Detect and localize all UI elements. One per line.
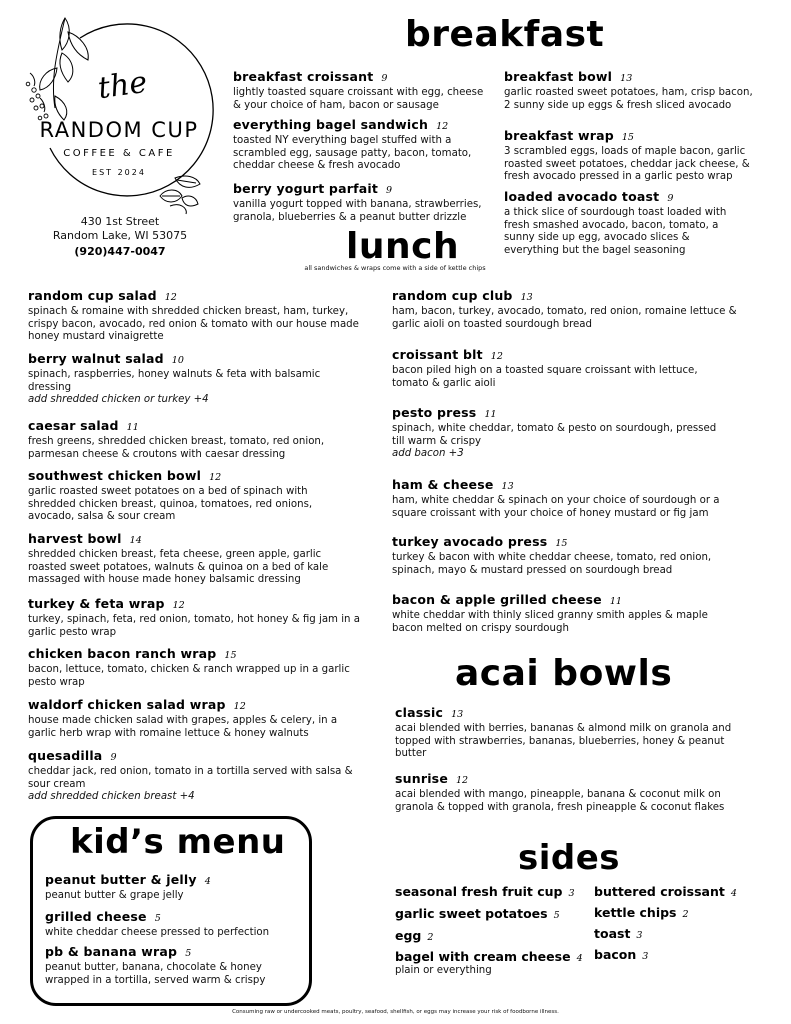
item-name: southwest chicken bowl bbox=[28, 468, 202, 483]
logo-tagline: COFFEE & CAFE bbox=[63, 148, 175, 159]
side-item bbox=[594, 884, 737, 899]
side-item bbox=[395, 884, 575, 899]
logo-graphic bbox=[10, 8, 225, 223]
item-description: spinach, white cheddar, tomato & pesto on sourdough, pressed till warm & crispy bbox=[392, 423, 717, 447]
acai-title: acai bowls bbox=[455, 653, 673, 694]
side-price: 4 bbox=[576, 953, 583, 964]
item-description: spinach & romaine with shredded chicken breast, ham, turkey, crispy bacon, avocado, red onion & tomato with our house made honey mustard vinaigrette bbox=[28, 306, 359, 343]
item-description: vanilla yogurt topped with banana, strawberries, granola, blueberries & a peanut butter drizzle bbox=[233, 199, 482, 223]
item-price: 9 bbox=[110, 752, 117, 763]
item-name: grilled cheese bbox=[45, 909, 147, 924]
item-name: pesto press bbox=[392, 405, 477, 420]
side-item bbox=[594, 926, 642, 941]
item-name: pb & banana wrap bbox=[45, 944, 178, 959]
item-price: 14 bbox=[129, 535, 142, 546]
menu-item bbox=[233, 66, 493, 112]
side-description: plain or everything bbox=[395, 965, 492, 976]
item-price: 12 bbox=[490, 351, 503, 362]
menu-item bbox=[504, 66, 754, 112]
address-line-1: 430 1st Street bbox=[80, 215, 160, 228]
item-name: ham & cheese bbox=[392, 477, 494, 492]
item-name: breakfast croissant bbox=[233, 69, 374, 84]
item-price: 13 bbox=[501, 481, 514, 492]
item-description: shredded chicken breast, feta cheese, green apple, garlic roasted sweet potatoes, walnuts & quinoa on a bed of kale massaged with house made honey balsamic dressing bbox=[28, 549, 329, 586]
item-description: ham, white cheddar & spinach on your choice of sourdough or a square croissant with your choice of honey mustard or fig jam bbox=[392, 495, 720, 519]
item-price: 15 bbox=[555, 538, 568, 549]
item-description: garlic roasted sweet potatoes on a bed of spinach with shredded chicken breast, quinoa, tomatoes, red onions, avocado, salsa & sour cream bbox=[28, 486, 313, 523]
item-description: peanut butter, banana, chocolate & honey wrapped in a tortilla, served warm & crispy bbox=[45, 962, 266, 986]
item-price: 11 bbox=[126, 422, 139, 433]
menu-item bbox=[28, 415, 348, 461]
item-price: 15 bbox=[621, 132, 634, 143]
item-name: loaded avocado toast bbox=[504, 189, 660, 204]
address-line-2: Random Lake, WI 53075 bbox=[52, 229, 188, 242]
item-price: 10 bbox=[171, 355, 184, 366]
item-addon: add shredded chicken breast +4 bbox=[28, 791, 195, 803]
logo-est: EST 2024 bbox=[92, 168, 146, 177]
item-name: caesar salad bbox=[28, 418, 119, 433]
item-name: turkey avocado press bbox=[392, 534, 548, 549]
item-price: 4 bbox=[204, 876, 211, 887]
lunch-title: lunch bbox=[346, 226, 460, 267]
menu-item bbox=[45, 941, 290, 987]
side-name: garlic sweet potatoes bbox=[395, 906, 548, 921]
item-description: turkey, spinach, feta, red onion, tomato, hot honey & fig jam in a garlic pesto wrap bbox=[28, 614, 360, 638]
menu-item bbox=[28, 348, 348, 407]
item-price: 12 bbox=[164, 292, 177, 303]
item-description: white cheddar with thinly sliced granny smith apples & maple bacon melted on crispy sourdough bbox=[392, 610, 708, 634]
item-description: a thick slice of sourdough toast loaded with fresh smashed avocado, bacon, tomato, a sunny side up egg, avocado slices & everything but the bagel seasoning bbox=[504, 207, 727, 256]
menu-item bbox=[392, 474, 752, 520]
item-name: random cup club bbox=[392, 288, 513, 303]
breakfast-title: breakfast bbox=[405, 14, 605, 55]
item-price: 9 bbox=[381, 73, 388, 84]
side-item bbox=[395, 949, 583, 964]
menu-item bbox=[392, 285, 762, 331]
item-description: bacon, lettuce, tomato, chicken & ranch wrapped up in a garlic pesto wrap bbox=[28, 664, 350, 688]
item-price: 13 bbox=[620, 73, 633, 84]
item-description: garlic roasted sweet potatoes, ham, crisp bacon, 2 sunny side up eggs & fresh sliced avocado bbox=[504, 87, 753, 111]
item-price: 15 bbox=[224, 650, 237, 661]
menu-item bbox=[28, 593, 373, 639]
sides-title: sides bbox=[518, 838, 621, 878]
logo-the: the bbox=[95, 64, 150, 107]
side-name: egg bbox=[395, 928, 422, 943]
side-price: 3 bbox=[636, 930, 643, 941]
item-description: white cheddar cheese pressed to perfection bbox=[45, 927, 270, 938]
item-description: peanut butter & grape jelly bbox=[45, 890, 184, 901]
side-name: buttered croissant bbox=[594, 884, 725, 899]
item-price: 11 bbox=[609, 596, 622, 607]
menu-item bbox=[45, 906, 300, 940]
item-description: fresh greens, shredded chicken breast, tomato, red onion, parmesan cheese & croutons with caesar dressing bbox=[28, 436, 325, 460]
side-price: 4 bbox=[730, 888, 737, 899]
item-name: turkey & feta wrap bbox=[28, 596, 165, 611]
item-price: 12 bbox=[233, 701, 246, 712]
item-name: bacon & apple grilled cheese bbox=[392, 592, 602, 607]
item-name: waldorf chicken salad wrap bbox=[28, 697, 226, 712]
lunch-note: all sandwiches & wraps come with a side of kettle chips bbox=[304, 264, 486, 272]
item-description: acai blended with mango, pineapple, banana & coconut milk on granola & topped with granola, fresh pineapple & coconut flakes bbox=[395, 789, 725, 813]
item-price: 12 bbox=[436, 121, 449, 132]
item-name: berry walnut salad bbox=[28, 351, 164, 366]
item-name: everything bagel sandwich bbox=[233, 117, 429, 132]
item-name: croissant blt bbox=[392, 347, 483, 362]
menu-item bbox=[28, 745, 373, 804]
side-name: kettle chips bbox=[594, 905, 677, 920]
logo bbox=[10, 8, 225, 223]
side-price: 5 bbox=[553, 910, 560, 921]
item-name: random cup salad bbox=[28, 288, 157, 303]
menu-item bbox=[392, 531, 732, 577]
item-description: ham, bacon, turkey, avocado, tomato, red onion, romaine lettuce & garlic aioli on toasted sourdough bread bbox=[392, 306, 737, 330]
item-price: 9 bbox=[386, 185, 393, 196]
item-description: acai blended with berries, bananas & almond milk on granola and topped with strawberries, bananas, blueberries, honey & peanut butter bbox=[395, 723, 732, 760]
item-price: 12 bbox=[209, 472, 222, 483]
item-price: 13 bbox=[451, 709, 464, 720]
item-description: cheddar jack, red onion, tomato in a tortilla served with salsa & sour cream bbox=[28, 766, 353, 790]
menu-item bbox=[28, 528, 358, 587]
item-description: lightly toasted square croissant with egg, cheese & your choice of ham, bacon or sausage bbox=[233, 87, 484, 111]
item-name: berry yogurt parfait bbox=[233, 181, 379, 196]
side-name: toast bbox=[594, 926, 631, 941]
item-price: 9 bbox=[667, 193, 674, 204]
menu-item bbox=[504, 125, 759, 184]
menu-item bbox=[233, 178, 488, 224]
item-name: peanut butter & jelly bbox=[45, 872, 197, 887]
side-name: seasonal fresh fruit cup bbox=[395, 884, 563, 899]
menu-item bbox=[392, 344, 722, 390]
side-price: 2 bbox=[682, 909, 689, 920]
footer-disclaimer: Consuming raw or undercooked meats, poultry, seafood, shellfish, or eggs may increase your risk of foodborne illness. bbox=[232, 1009, 559, 1015]
logo-name: RANDOM CUP bbox=[39, 118, 199, 142]
item-description: spinach, raspberries, honey walnuts & feta with balsamic dressing bbox=[28, 369, 321, 393]
item-name: breakfast wrap bbox=[504, 128, 614, 143]
item-name: chicken bacon ranch wrap bbox=[28, 646, 217, 661]
item-addon: add shredded chicken or turkey +4 bbox=[28, 394, 209, 406]
side-item bbox=[594, 905, 689, 920]
item-name: quesadilla bbox=[28, 748, 103, 763]
item-description: 3 scrambled eggs, loads of maple bacon, garlic roasted sweet potatoes, cheddar jack cheese, & fresh avocado pressed in a garlic pesto wrap bbox=[504, 146, 750, 183]
side-name: bacon bbox=[594, 947, 637, 962]
menu-item bbox=[233, 114, 488, 173]
item-price: 13 bbox=[520, 292, 533, 303]
side-price: 2 bbox=[427, 932, 434, 943]
side-item bbox=[395, 928, 433, 943]
item-price: 5 bbox=[154, 913, 161, 924]
item-name: breakfast bowl bbox=[504, 69, 613, 84]
item-price: 12 bbox=[456, 775, 469, 786]
item-price: 12 bbox=[172, 600, 185, 611]
item-price: 5 bbox=[185, 948, 192, 959]
item-name: sunrise bbox=[395, 771, 449, 786]
side-item bbox=[594, 947, 648, 962]
menu-item bbox=[395, 768, 735, 814]
side-price: 3 bbox=[642, 951, 649, 962]
item-description: turkey & bacon with white cheddar cheese, tomato, red onion, spinach, mayo & mustard pressed on sourdough bread bbox=[392, 552, 712, 576]
menu-item bbox=[392, 589, 732, 635]
kids-title: kid’s menu bbox=[70, 822, 286, 862]
phone-number: (920)447-0047 bbox=[74, 245, 166, 258]
item-name: harvest bowl bbox=[28, 531, 122, 546]
item-name: classic bbox=[395, 705, 444, 720]
menu-item bbox=[395, 702, 735, 761]
menu-item bbox=[28, 285, 363, 344]
item-price: 11 bbox=[484, 409, 497, 420]
side-price: 3 bbox=[568, 888, 575, 899]
side-item bbox=[395, 906, 560, 921]
item-addon: add bacon +3 bbox=[392, 448, 464, 460]
item-description: house made chicken salad with grapes, apples & celery, in a garlic herb wrap with romaine lettuce & honey walnuts bbox=[28, 715, 338, 739]
menu-item bbox=[28, 643, 373, 689]
menu-item bbox=[28, 465, 338, 524]
menu-item bbox=[28, 694, 358, 740]
side-name: bagel with cream cheese bbox=[395, 949, 571, 964]
item-description: toasted NY everything bagel stuffed with a scrambled egg, sausage patty, bacon, tomato, cheddar cheese & fresh avocado bbox=[233, 135, 472, 172]
item-description: bacon piled high on a toasted square croissant with lettuce, tomato & garlic aioli bbox=[392, 365, 698, 389]
menu-item bbox=[45, 869, 300, 903]
menu-item bbox=[392, 402, 722, 461]
menu-item bbox=[504, 186, 744, 257]
